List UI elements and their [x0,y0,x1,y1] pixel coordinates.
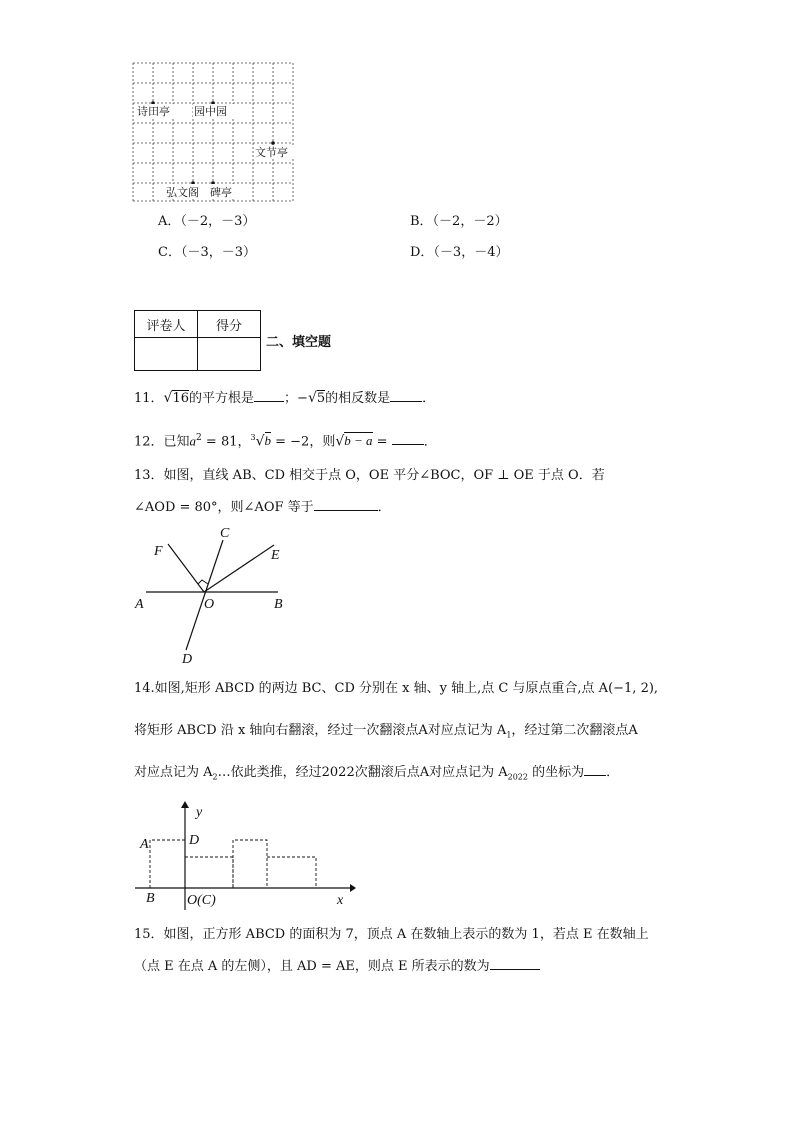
question-12: 12．已知$a^2 = 81$，$^3$√b = −2，则√b − a = ． [134,433,437,450]
question-14-line-1: 14.如图,矩形 ABCD 的两边 BC、CD 分别在 x 轴、y 轴上,点 C 与原点重合,点 A(−1, 2), [134,681,659,696]
rectangle-rolling-figure [130,800,360,915]
option-d[interactable]: D．（－3，－4） [410,245,509,260]
option-c[interactable]: C．（－3，－3） [158,245,256,260]
fig14-label-OC: O(C) [187,893,216,908]
fig13-label-F: F [154,544,163,559]
question-15-line-1: 15．如图，正方形 ABCD 的面积为 7，顶点 A 在数轴上表示的数为 1，若点 E 在数轴上 [134,927,649,942]
fig13-label-C: C [220,526,230,541]
fig13-label-E: E [271,548,280,563]
option-a[interactable]: A．（－2，－3） [158,214,256,229]
question-13-line-1: 13．如图，直线 AB、CD 相交于点 O，OE 平分∠BOC，OF ⊥ OE 于点 O．若 [134,468,605,483]
question-15-line-2: （点 E 在点 A 的左侧），且 AD = AE，则点 E 所表示的数为 [134,957,540,976]
label-hongwen: 弘文阁 [166,186,199,199]
question-14-line-2: 将矩形 ABCD 沿 x 轴向右翻滚，经过一次翻滚点A对应点记为 $A_1$，经过第二次翻滚点A [134,723,638,740]
fig14-label-D: D [189,833,200,848]
section-title: 二、填空题 [266,335,332,350]
q14-blank[interactable] [584,763,606,776]
fig14-label-A: A [140,837,149,852]
score-table-score-cell[interactable] [198,338,261,371]
score-table-score-header: 得分 [198,311,261,338]
fig14-label-x: x [337,893,344,908]
label-yuanzhong: 园中园 [194,105,227,118]
q12-blank[interactable] [392,432,424,445]
q11-blank-1[interactable] [254,389,284,402]
question-11: 11．√16的平方根是 ；−√5的相反数是 ． [134,390,436,406]
grid-map-figure [130,60,300,205]
fig14-label-B: B [146,891,155,906]
question-14-line-3: 对应点记为 $A_2\dots$依此类推，经过2022次翻滚后点A对应点记为 $A_{2022}$ 的坐标为 ． [134,765,620,782]
score-table-grader-header: 评卷人 [135,311,198,338]
option-b[interactable]: B．（－2，－2） [410,214,508,229]
score-table-grader-cell[interactable] [135,338,198,371]
label-bei: 碑亭 [210,186,232,199]
score-table [134,310,261,371]
fig14-label-y: y [196,805,203,820]
angle-figure [130,520,300,670]
label-wenjie: 文节亭 [255,146,288,159]
fig13-label-B: B [274,597,283,612]
q15-blank[interactable] [490,957,540,970]
point-wenjie [271,141,275,145]
q13-blank[interactable] [314,498,378,511]
fig13-label-D: D [182,652,193,667]
q11-blank-2[interactable] [390,389,422,402]
question-13-line-2: ∠AOD = 80°，则∠AOF 等于 ． [134,500,391,515]
fig13-label-O: O [204,597,215,612]
label-shitian: 诗田亭 [137,105,170,118]
fig13-label-A: A [135,597,144,612]
